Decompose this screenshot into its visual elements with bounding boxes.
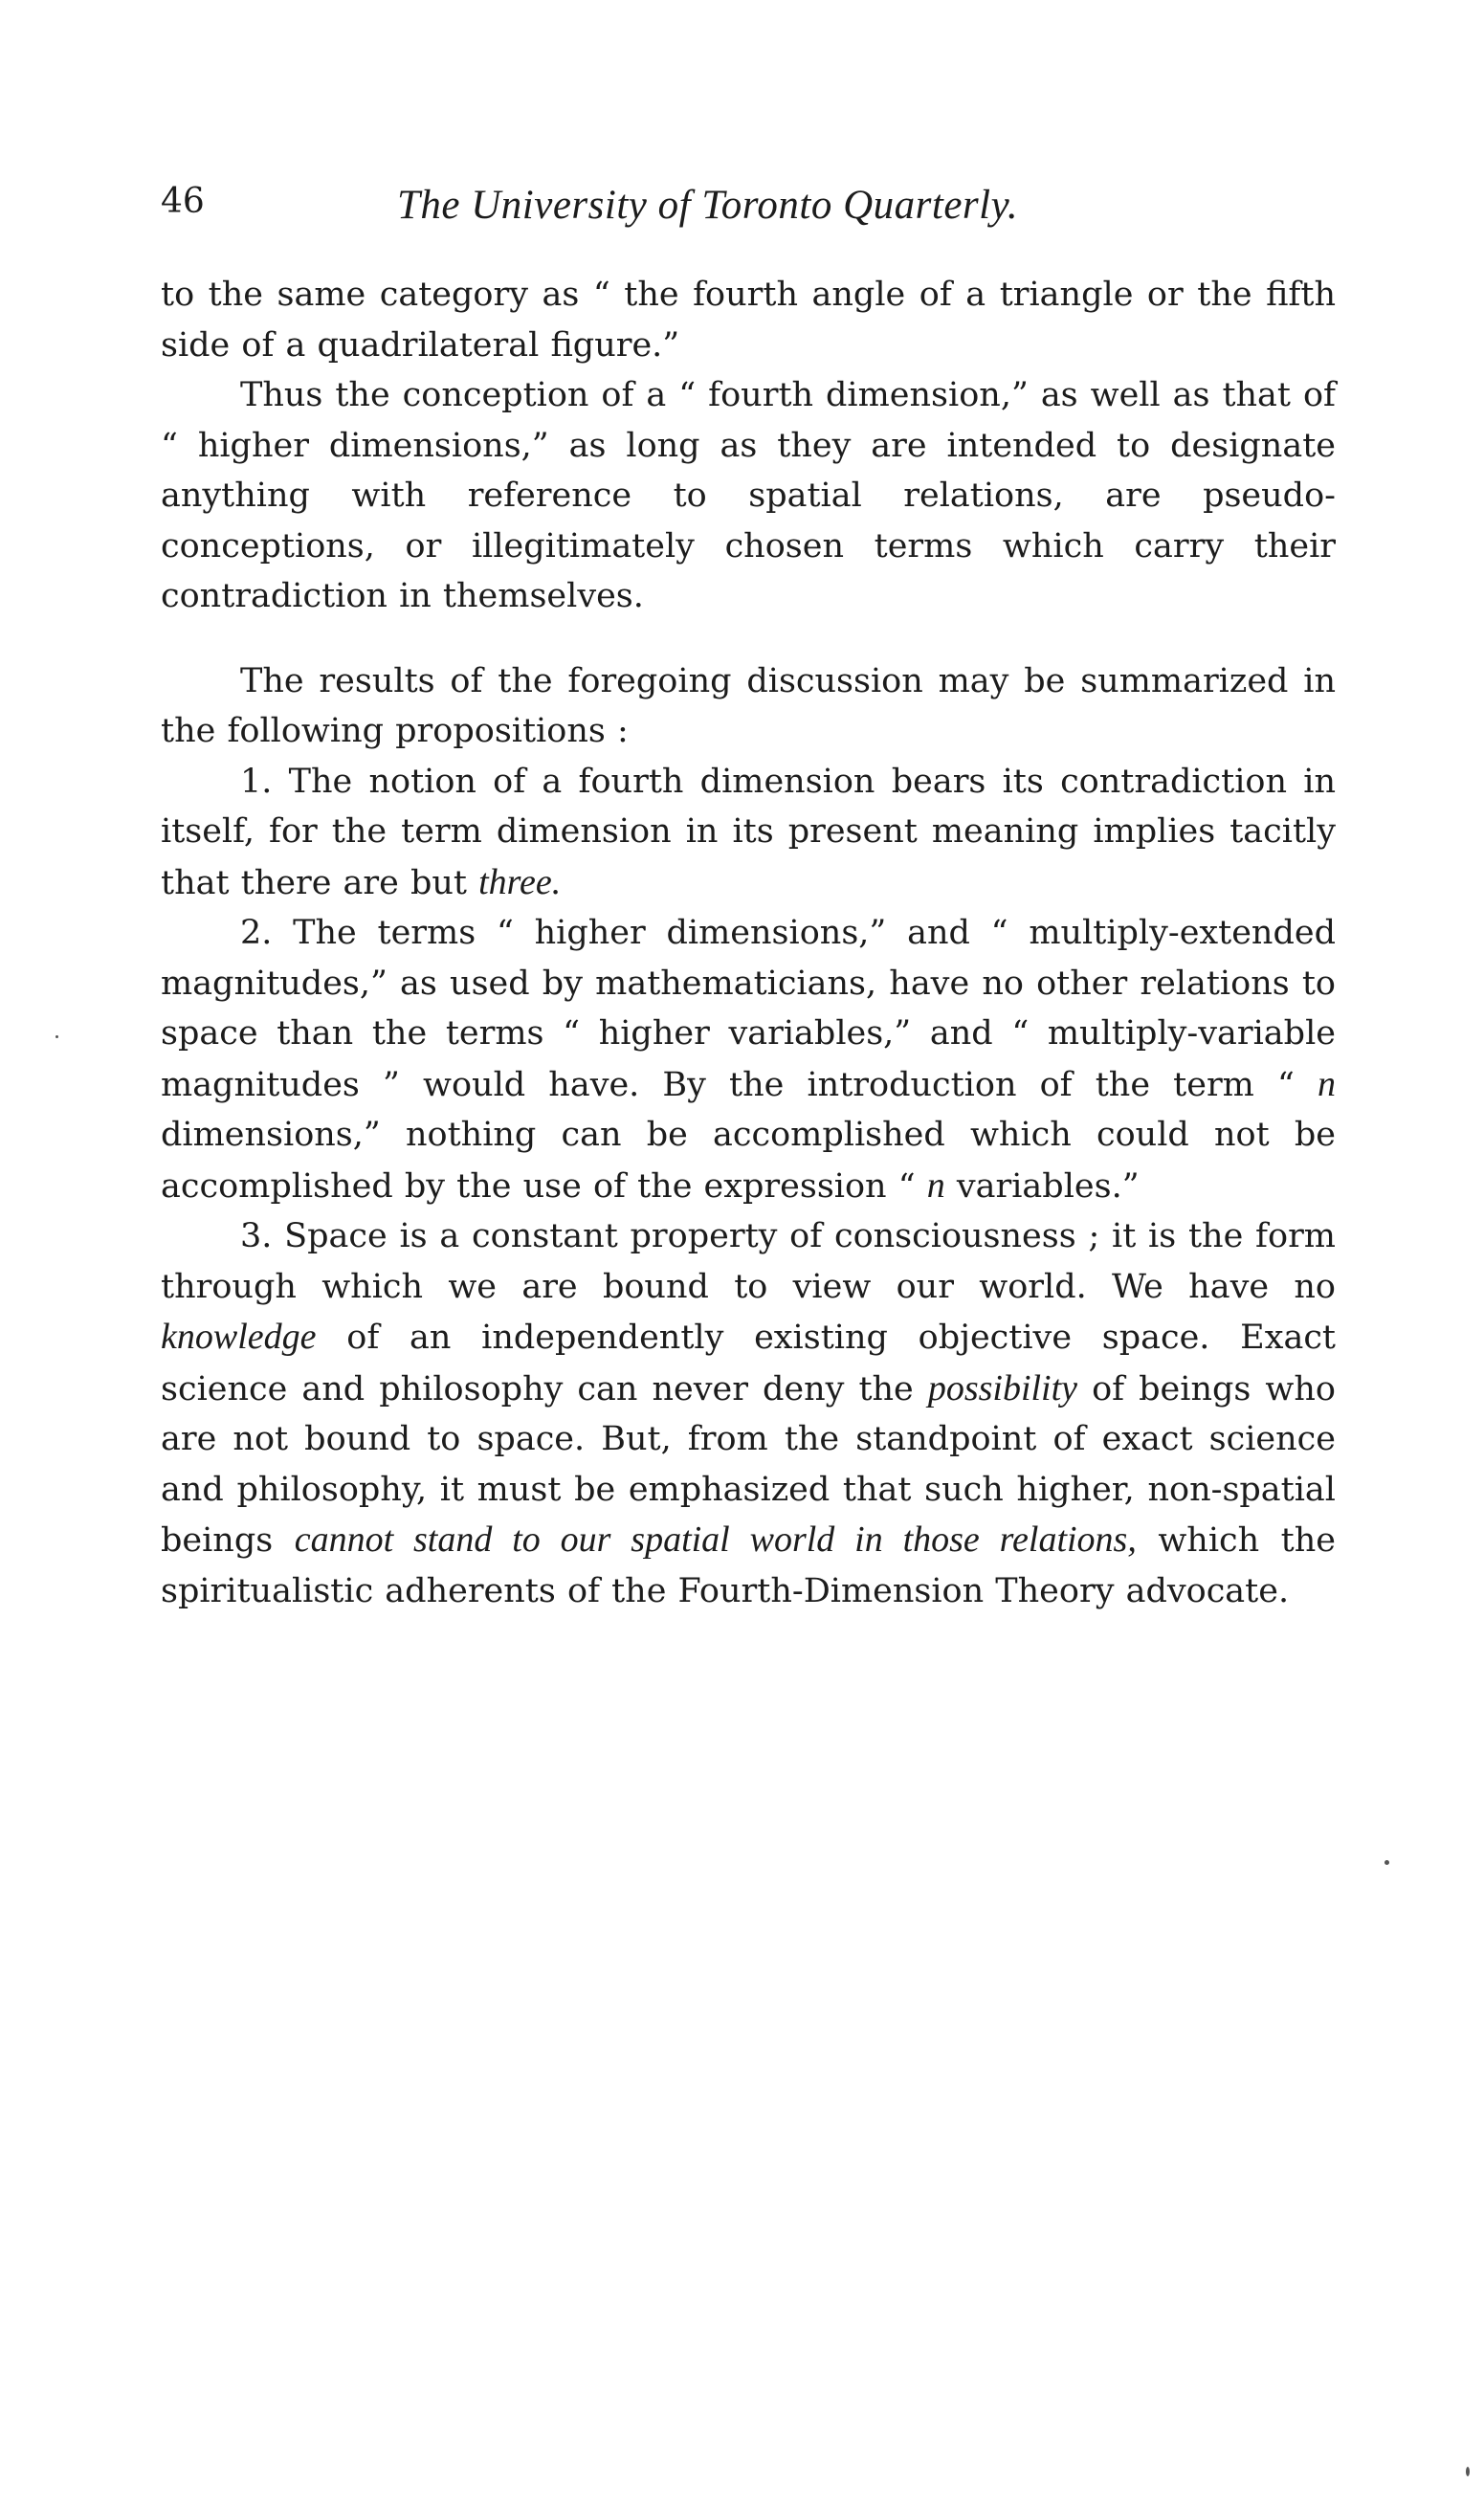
scan-speck — [55, 1035, 58, 1038]
page-header — [161, 182, 1323, 239]
italic-run: three. — [478, 861, 562, 902]
text-run: 1. The notion of a fourth dimension bears its contradiction in itself, for the term dimension in its present meaning implies tacitly that there are but — [161, 762, 1336, 902]
running-title: The University of Toronto Quarterly. — [397, 183, 1019, 228]
text-run: 2. The terms “ higher dimensions,” and “ multiply-extended magnitudes,” as used by mathematicians, have no other relations to space than the terms “ higher variables,” and “ multiply-variable magnitudes ” would have. By the introduction of the term “ — [161, 914, 1336, 1104]
proposition-2 — [161, 908, 1336, 1211]
italic-run: cannot stand to our spatial world in those relations, — [294, 1519, 1137, 1560]
italic-run: knowledge — [161, 1317, 317, 1357]
text-run: of an independently existing objective space. Exact science and philosophy can never deny the — [161, 1319, 1336, 1408]
italic-run: n — [926, 1164, 945, 1206]
body-text — [161, 270, 1336, 1616]
scan-speck — [1384, 1860, 1389, 1865]
text-run: dimensions,” nothing can be accomplished which could not be accomplished by the use of the expression “ — [161, 1116, 1336, 1206]
paragraph-3 — [161, 656, 1336, 757]
paragraph-2 — [161, 370, 1336, 622]
proposition-3 — [161, 1211, 1336, 1616]
text-run: of beings who are not bound to space. But, from the standpoint of exact science and philosophy, it must be emphasized that such higher, non-spatial beings — [161, 1369, 1336, 1560]
italic-run: n — [1318, 1063, 1336, 1104]
text-run: which the spiritualistic adherents of the Fourth-Dimension Theory advocate. — [161, 1521, 1336, 1610]
italic-run: possibility — [927, 1367, 1078, 1408]
text-run: The results of the foregoing discussion may be summarized in the following propositions : — [161, 661, 1336, 750]
page-number: 46 — [161, 182, 205, 221]
text-run: variables.” — [944, 1166, 1140, 1206]
paragraph-1 — [161, 270, 1336, 370]
text-run: Thus the conception of a “ fourth dimension,” as well as that of “ higher dimensions,” as long as they are intended to designate anything with reference to spatial relations, are pseudo-conceptions, or illegitimately chosen terms which carry their contradiction in themselves. — [161, 376, 1336, 615]
text-run: to the same category as “ the fourth angle of a triangle or the fifth side of a quadrilateral figure.” — [161, 276, 1336, 365]
scan-speck — [1466, 2467, 1470, 2476]
text-run: 3. Space is a constant property of consciousness ; it is the form through which we are bound to view our world. We have no — [161, 1217, 1336, 1306]
proposition-1 — [161, 757, 1336, 909]
